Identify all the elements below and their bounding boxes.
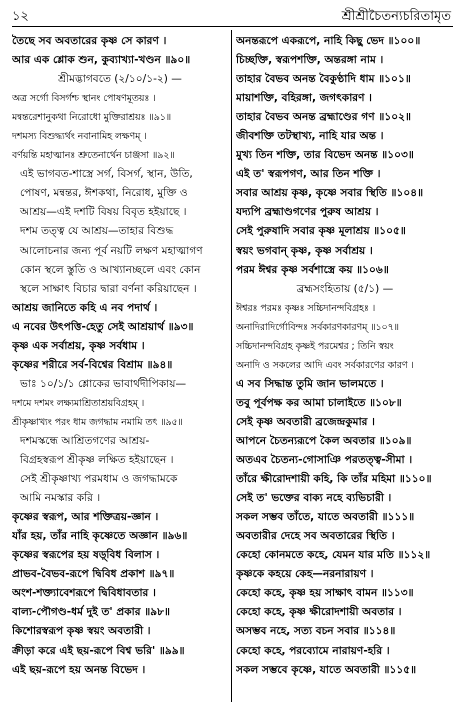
page-number: ১২: [12, 9, 29, 24]
right-line-7: মুখ্য তিন শক্তি, তার বিভেদ অনন্ত ॥১০৩॥: [236, 149, 414, 162]
right-line-20: তবু পূর্বপক্ষ কর আমা চালাইতে ॥১০৮॥: [236, 396, 402, 409]
right-line-23: অতএব চৈতন্য-গোসাঞি পরতত্ত্ব-সীমা ।: [236, 454, 413, 467]
left-line-5: মন্বন্তরেশানুকথা নিরোধো মুক্তিরাশ্রয়ঃ ॥৯১॥: [12, 112, 172, 124]
left-line-15: আশ্রয় জানিতে কহি এ নব পদার্থ ।: [12, 301, 158, 314]
right-line-17: সচ্চিদানন্দবিগ্রহ কৃষ্ণই পরমেশ্বর ; তিনি স্বয়ং: [236, 340, 394, 352]
right-line-10: যদ্যপি ব্রহ্মাণ্ডগণের পুরুষ আশ্রয় ।: [236, 206, 379, 219]
right-line-31: কেহো কহে, কৃষ্ণ ক্ষীরোদশায়ী অবতার ।: [236, 606, 402, 619]
left-line-10: আশ্রয়—এই দশটি বিষয় বিবৃত হইয়াছে ।: [20, 206, 187, 219]
right-line-13: পরম ঈশ্বর কৃষ্ণ সর্বশাস্ত্রে কয় ॥১০৬॥: [236, 263, 389, 276]
right-line-34: সকল সম্ভবে কৃষ্ণে, যাতে অবতারী ॥১১৫॥: [236, 663, 417, 676]
left-line-1: তৈছে সব অবতারের কৃষ্ণ সে কারণ ।: [12, 35, 167, 47]
left-line-29: প্রাভব-বৈভব-রূপে দ্বিবিধ প্রকাশ ॥৯৭॥: [12, 568, 175, 581]
right-line-16: অনাদিরাদির্গোবিন্দঃ সর্বকারণকারণম্ ॥১০৭॥: [236, 321, 399, 333]
left-line-21: শ্রীকৃষ্ণাখ্যং পরং ধাম জগদ্ধাম নমামি তৎ ॥৯৫॥: [12, 416, 183, 428]
right-line-2: চিচ্ছক্তি, স্বরূপশক্তি, অন্তরঙ্গা নাম ।: [236, 54, 384, 67]
right-line-15: ঈশ্বরঃ পরমঃ কৃষ্ণঃ সচ্চিদানন্দবিগ্রহঃ ।: [236, 302, 376, 314]
right-line-29: কৃষ্ণকে কহয়ে কেহ—নরনারায়ণ ।: [236, 568, 374, 581]
left-line-6: দশমস্য বিশুদ্ধ্যর্থং নবানামিহ লক্ষণম্ ।: [12, 131, 147, 143]
left-line-9: পোষণ, মন্বন্তর, ঈশকথা, নিরোধ, মুক্তি ও: [20, 187, 188, 200]
left-line-12: আলোচনার জন্য পূর্ব নয়টি লক্ষণ মহাত্মাগণ: [20, 244, 203, 257]
column-divider: [231, 30, 232, 702]
left-line-27: যাঁর হয়, তাঁর নাহি কৃষ্ণেতে অজ্ঞান ॥৯৬॥: [12, 530, 188, 543]
left-line-3: শ্রীমদ্ভাগবতে (২/১০/১-২) —: [58, 73, 182, 86]
right-line-11: সেই পুরুষাদি সবার কৃষ্ণ মূলাশ্রয় ॥১০৫॥: [236, 225, 406, 238]
left-line-23: বিগ্রহস্বরূপ শ্রীকৃষ্ণ লক্ষিত হইয়াছেন ।: [20, 454, 174, 467]
left-column: [12, 32, 228, 680]
left-line-31: বাল্য-পৌগণ্ড-ধর্ম দুই ত' প্রকার ॥৯৮॥: [12, 606, 170, 619]
left-line-24: সেই শ্রীকৃষ্ণাখ্য পরমধাম ও জগদ্ধামকে: [20, 473, 178, 486]
page-header: [12, 6, 453, 27]
right-line-3: তাহার বৈভব অনন্ত বৈকুণ্ঠাদি ধাম ॥১০১॥: [236, 73, 411, 86]
left-line-33: ক্রীড়া করে এই ছয়-রূপে বিশ্ব ভরি' ॥৯৯॥: [12, 644, 185, 657]
right-line-4: মায়াশক্তি, বহিরঙ্গা, জগৎকারণ ।: [236, 92, 372, 105]
right-line-25: সেই ত' ভক্তের বাক্য নহে ব্যভিচারী ।: [236, 492, 392, 505]
right-line-5: তাহার বৈভব অনন্ত ব্রহ্মাণ্ডের গণ ॥১০২॥: [236, 111, 411, 124]
right-column: [236, 32, 454, 680]
right-line-28: কেহো কোনমতে কহে, যেমন যার মতি ॥১১২॥: [236, 549, 431, 562]
right-line-14: ব্রহ্মসংহিতায় (৫/১) —: [296, 282, 394, 295]
right-line-26: সকল সম্ভব তাঁতে, যাতে অবতারী ॥১১১॥: [236, 511, 415, 524]
right-line-24: তাঁরে ক্ষীরোদশায়ী কহি, কি তাঁর মহিমা ॥১১০॥: [236, 473, 432, 486]
right-line-33: কেহো কহে, পরব্যোমে নারায়ণ-হরি ।: [236, 644, 390, 657]
left-line-22: দশমস্কন্ধে আশ্রিতগণের আশ্রয়-: [20, 434, 150, 447]
left-line-7: বর্ণয়ন্তি মহাত্মানঃ শ্রুতেনার্থেন চাঞ্জসা ॥৯২॥: [12, 150, 175, 162]
left-line-11: দশম তত্ত্ব যে আশ্রয়—তাহার বিশুদ্ধ: [20, 225, 174, 238]
left-line-16: এ নবের উৎপত্তি-হেতু সেই আশ্রয়ার্থ ॥৯৩॥: [12, 320, 194, 333]
right-line-8: এই ত' স্বরূপগণ, আর তিন শক্তি ।: [236, 168, 381, 181]
left-line-18: কৃষ্ণের শরীরে সর্ব-বিশ্বের বিশ্রাম ॥৯৪॥: [12, 358, 173, 371]
left-line-17: কৃষ্ণ এক সর্বাশ্রয়, কৃষ্ণ সর্বধাম ।: [12, 339, 145, 352]
right-line-19: এ সব সিদ্ধান্ত তুমি জান ভালমতে ।: [236, 377, 384, 390]
right-line-32: অসম্ভব নহে, সত্য বচন সবার ॥১১৪॥: [236, 625, 396, 638]
right-line-1: অনন্তরূপে একরূপে, নাহি কিছু ভেদ ॥১০০॥: [236, 35, 421, 47]
left-line-20: দশমে দশমং লক্ষ্যমাশ্রিতাশ্রয়বিগ্রহম্ ।: [12, 397, 145, 409]
left-line-14: স্থলে সাক্ষাৎ বিচার দ্বারা বর্ণনা করিয়াছেন ।: [20, 282, 197, 295]
right-line-6: জীবশক্তি তটস্থাখ্য, নাহি যার অন্ত ।: [236, 130, 384, 143]
right-line-21: সেই কৃষ্ণ অবতারী ব্রজেন্দ্রকুমার ।: [236, 415, 375, 428]
right-line-18: অনাদি ও সকলের আদি এবং সর্বকারণের কারণ ।: [236, 359, 414, 371]
right-line-27: অবতারীর দেহে সব অবতারের স্থিতি ।: [236, 530, 395, 543]
left-line-32: কিশোরস্বরূপ কৃষ্ণ স্বয়ং অবতারী ।: [12, 625, 151, 638]
right-line-12: স্বয়ং ভগবান্ কৃষ্ণ, কৃষ্ণ সর্বাশ্রয় ।: [236, 244, 373, 257]
right-line-30: কেহো কহে, কৃষ্ণ হয় সাক্ষাৎ বামন ॥১১৩॥: [236, 587, 414, 600]
left-line-2: আর এক শ্লোক শুন, কুব্যাখ্যা-খণ্ডন ॥৯০॥: [12, 54, 191, 67]
left-line-34: এই ছয়-রূপে হয় অনন্ত বিভেদ ।: [12, 663, 146, 676]
left-line-19: ভাঃ ১০/১/১ শ্লোকের ভাবার্থদীপিকায়—: [20, 377, 187, 390]
left-line-28: কৃষ্ণের স্বরূপের হয় ষড়্‌বিধ বিলাস ।: [12, 549, 160, 562]
left-line-26: কৃষ্ণের স্বরূপ, আর শক্তিত্রয়-জ্ঞান ।: [12, 511, 159, 524]
right-line-22: আপনে চৈতন্যরূপে কৈল অবতার ॥১০৯॥: [236, 434, 412, 447]
left-line-25: আমি নমস্কার করি ।: [20, 492, 101, 505]
right-line-9: সবার আশ্রয় কৃষ্ণ, কৃষ্ণে সবার স্থিতি ॥১০৪॥: [236, 187, 424, 200]
left-line-13: কোন স্থলে স্তুতি ও আখ্যানচ্ছলে এবং কোন: [20, 263, 201, 276]
left-line-30: অংশ-শক্ত্যাবেশরূপে দ্বিবিধাবতার ।: [12, 587, 156, 600]
running-title: শ্রীশ্রীচৈতন্যচরিতামৃত: [341, 9, 451, 24]
left-line-8: এই ভাগবত-শাস্ত্রে সর্গ, বিসর্গ, স্থান, উতি,: [20, 168, 193, 181]
left-line-4: অত্র সর্গো বিসর্গশ্চ স্থানং পোষণমূতয়ঃ ।: [12, 93, 156, 105]
